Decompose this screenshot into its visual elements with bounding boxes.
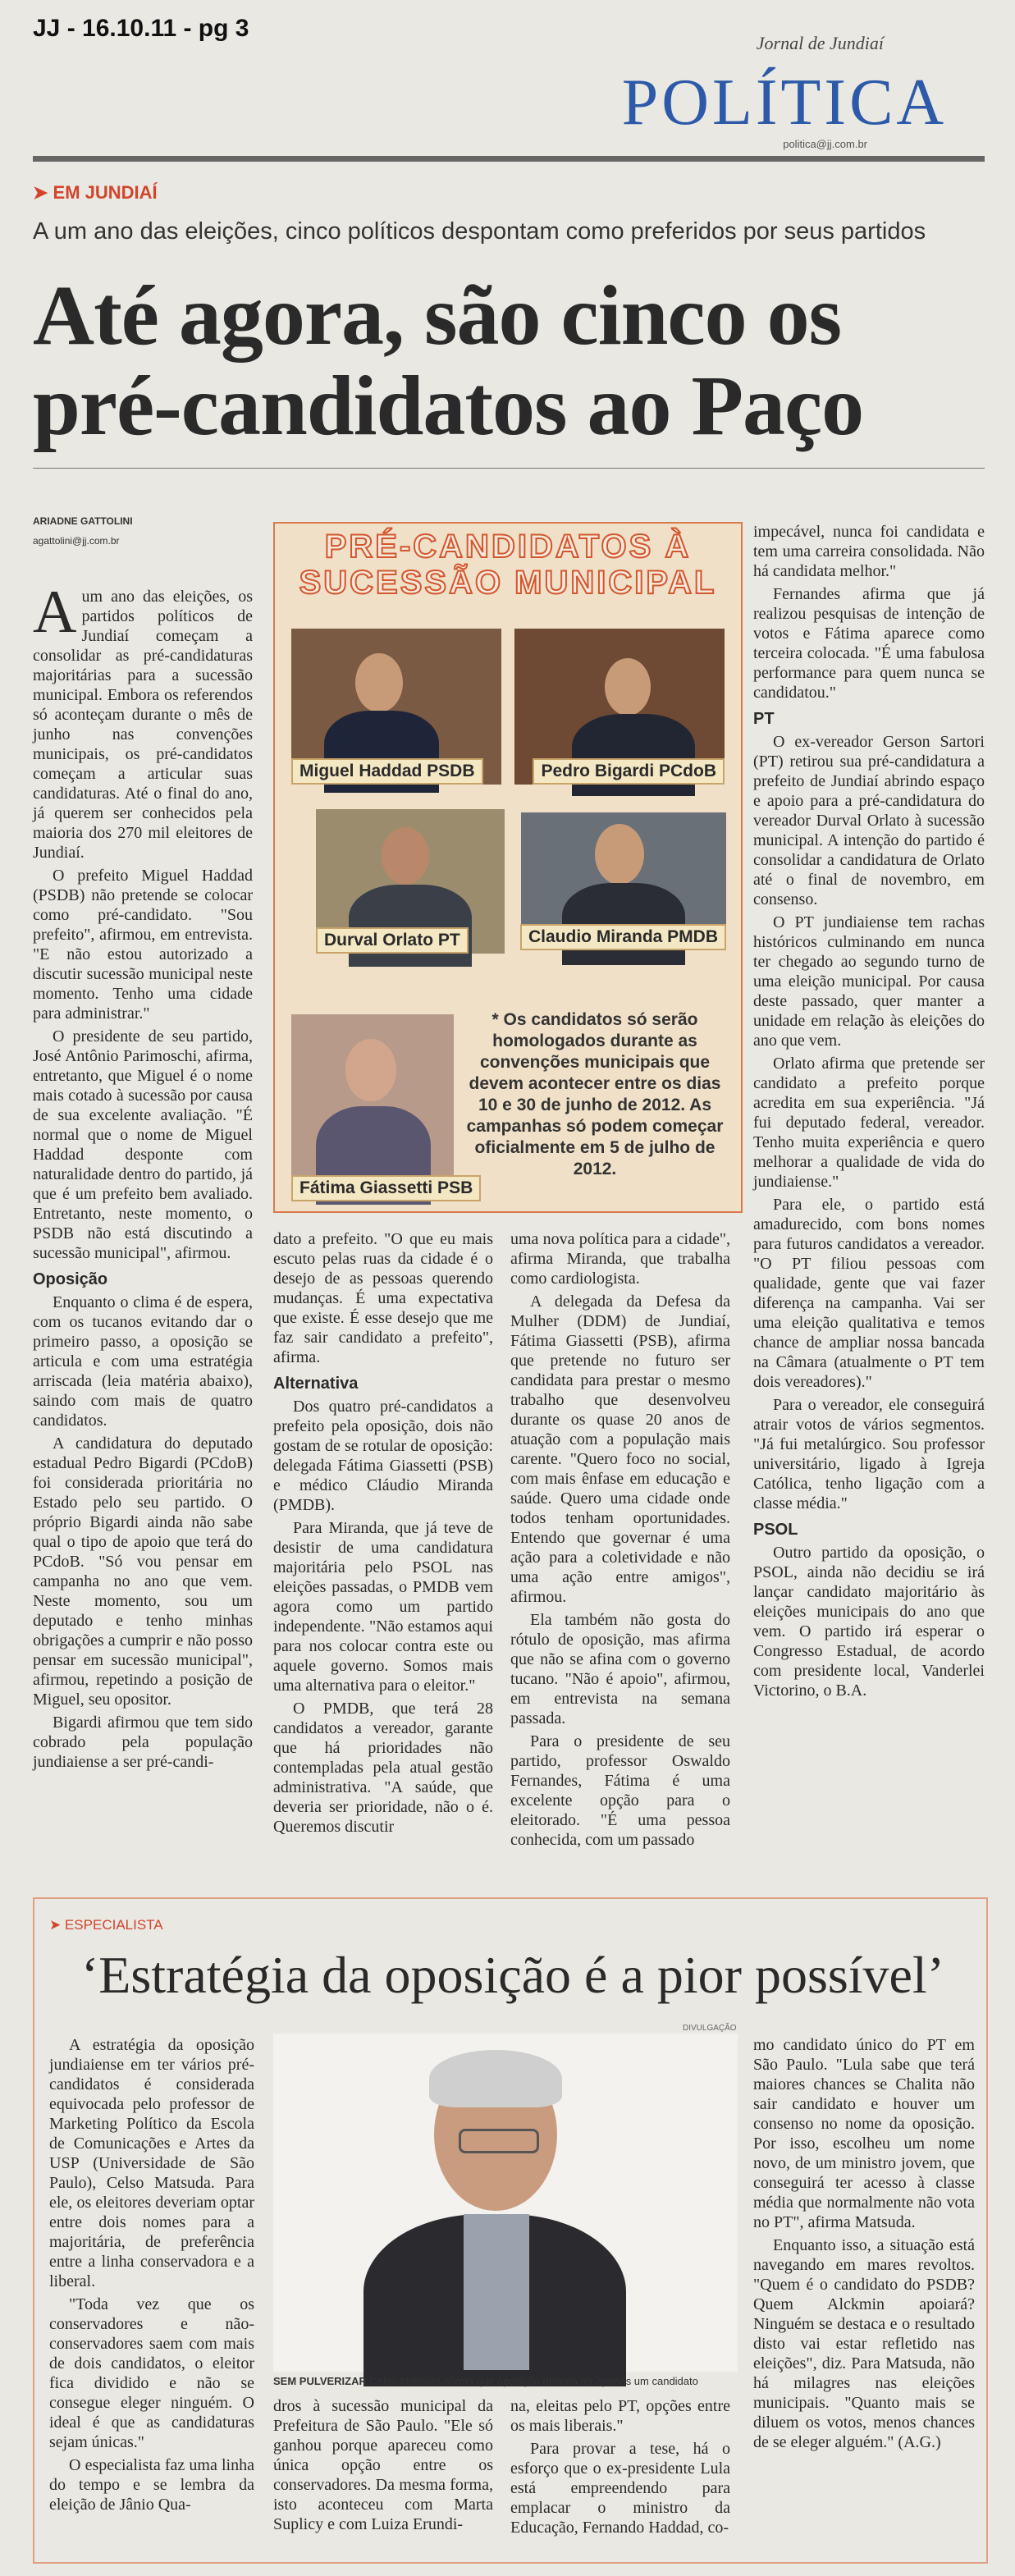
paragraph: Para o presidente de seu partido, professor Oswaldo Fernandes, Fátima é uma excelente opção para o eleitorado. "É uma pessoa conhecida, com um passado: [510, 1732, 730, 1849]
paragraph: mo candidato único do PT em São Paulo. "Lula sabe que terá maiores chances se Chalita não sair candidato e houver um consenso no nome da oposição. Por isso, escolheu um nome novo, de um ministro jovem, que conseguirá ter acesso à classe média que normalmente não vota no PT", afirma Matsuda.: [753, 2036, 975, 2231]
paragraph: Outro partido da oposição, o PSOL, ainda não decidiu se irá lançar candidato majoritário às eleições municipais do ano que vem. O partido irá esperar o Congresso Estadual, de acordo com presidente local, Vanderlei Victorino, o B.A.: [753, 1544, 985, 1700]
paragraph: A delegada da Defesa da Mulher (DDM) de Jundiaí, Fátima Giassetti (PSB), afirma que pretende no futuro ser candidata para prestar o mesmo trabalho que desenvolveu durante os quase 20 anos de atuação com a população mais carente. "Quero foco no social, com mais ênfase em educação e saúde. Quero uma cidade onde todos tenham oportunidades. Entendo que governar é uma ação para a coletividade e não uma ação entre amigos", afirmou.: [510, 1293, 730, 1606]
article-headline: [33, 268, 1001, 453]
section-email: politica@jj.com.br: [783, 138, 867, 150]
article-column-4: [753, 522, 985, 1704]
paragraph: Para provar a tese, há o esforço que o ex-presidente Lula está empreendendo para emplacar o ministro da Educação, Fernando Haddad, co-: [510, 2440, 730, 2537]
box-note: * Os candidatos só serão homologados durante as convenções municipais que devem acontecer entre os dias 10 e 30 de junho de 2012. As campanhas só podem começar oficialmente em 5 de julho de 2012.: [466, 1010, 724, 1178]
paragraph: um ano das eleições, os partidos políticos de Jundiaí começam a consolidar as pré-candidaturas majoritárias para a sucessão municipal. Embora os referendos só aconteçam durante o mês de junho nas convenções municipais, os pré-candidatos começam a articular suas candidaturas. Até o final do ano, já querem ser conhecidos pela maioria dos 270 mil eleitores de Jundiaí.: [33, 588, 253, 862]
specialist-column-2: [273, 2396, 493, 2537]
face-shape: [605, 658, 651, 716]
paragraph: O PT jundiaiense tem rachas históricos culminando em nunca ter chegado ao segundo turno de uma eleição municipal. Por causa deste passado, quer manter a unidade em relação às eleições do ano que vem.: [753, 913, 985, 1050]
article-kicker: ➤ EM JUNDIAÍ: [33, 182, 158, 203]
shirt-shape: [349, 885, 472, 967]
article-subhead: A um ano das eleições, cinco políticos despontam como preferidos por seus partidos: [33, 218, 926, 245]
drop-cap: A: [33, 579, 77, 646]
subheading: PT: [753, 710, 775, 728]
newspaper-name: Jornal de Jundiaí: [756, 33, 884, 53]
paragraph: Enquanto isso, a situação está navegando em mares revoltos. "Quem é o candidato do PSDB? Quem Alckmin apoiará? Ninguém se destaca e o resultado disto vai estar refletido nas eleições", diz. Para Matsuda, não há milagres nas eleições municipais. "Quanto mais se diluem os votos, menos chances de se eleger alguém." (A.G.): [753, 2236, 975, 2451]
header-rule: [33, 156, 985, 162]
paragraph: Ela também não gosta do rótulo de oposição, mas afirma que não se afina com o governo tucano. "Não é apoio", afirmou, em entrevista na semana passada.: [510, 1611, 730, 1727]
paragraph: Bigardi afirmou que tem sido cobrado pela população jundiaiense a ser pré-candi-: [33, 1714, 253, 1771]
candidate-caption: Claudio Miranda PMDB: [520, 924, 726, 950]
face-shape: [382, 827, 429, 885]
box-title-line-2: SUCESSÃO MUNICIPAL: [299, 565, 717, 601]
specialist-photo: [273, 2034, 738, 2372]
photo-caption: [273, 2375, 738, 2387]
specialist-headline: ‘Estratégia da oposição é a pior possível’: [80, 1946, 945, 2004]
photo-credit: DIVULGAÇÃO: [683, 2024, 737, 2033]
byline: ARIADNE GATTOLINI: [33, 515, 133, 527]
candidate-photo: [316, 809, 505, 954]
paragraph: Para Miranda, que já teve de desistir de uma candidatura majoritária pelo PSOL nas eleições passadas, o PMDB vem agora como um partido independente. "Não estamos aqui para nos colocar contra este ou aquele governo. Somos mais uma alternativa para o eleitor.": [273, 1519, 493, 1695]
headline-line-1: Até agora, são cinco os: [33, 268, 842, 363]
face-shape: [355, 653, 403, 712]
box-title: [283, 528, 733, 601]
article-column-1: [33, 579, 253, 1775]
candidate-caption: Durval Orlato PT: [316, 927, 469, 954]
paragraph: dato a prefeito. "O que eu mais escuto pelas ruas da cidade é o desejo de as pessoas querendo mudanças. É uma expectativa que existe. É esse desejo que me faz sair candidato a prefeito", afirma.: [273, 1230, 493, 1366]
hair-shape: [429, 2050, 562, 2107]
paragraph: dros à sucessão municipal da Prefeitura de São Paulo. "Ele só ganhou porque apareceu como única opção entre os conservadores. Da mesma forma, isto aconteceu com Marta Suplicy e com Luiza Erundi-: [273, 2397, 493, 2533]
candidate-caption: Miguel Haddad PSDB: [291, 758, 483, 785]
paragraph: impecável, nunca foi candidata e tem uma carreira consolidada. Não há candidata melhor.": [753, 523, 985, 580]
subheading: Oposição: [33, 1270, 108, 1288]
face-shape: [595, 824, 644, 885]
candidate-photo: [521, 812, 726, 950]
caption-label: SEM PULVERIZAR: [273, 2375, 367, 2387]
paragraph: Orlato afirma que pretende ser candidato a prefeito porque acredita em sua experiência. "Já fui deputado federal, vereador. Tenho muita experiência e quero melhorar a qualidade de vida do jundiaiense.": [753, 1055, 985, 1191]
shirt-shape: [464, 2214, 529, 2370]
article-column-2: [273, 1229, 493, 1840]
headline-rule: [33, 468, 985, 469]
paragraph: Para ele, o partido está amadurecido, com bons nomes para futuros candidatos a vereador. "O PT filiou pessoas com qualidade, gente que vai fazer diferença na campanha. Vai ser uma eleição qualitativa e temos chance de ampliar nossa bancada na Câmara (atualmente o PT tem dois vereadores).": [753, 1196, 985, 1391]
candidate-photo: [291, 629, 501, 785]
byline-email: agattolini@jj.com.br: [33, 535, 120, 547]
specialist-kicker: ➤ ESPECIALISTA: [49, 1917, 163, 1933]
candidate-photo: [291, 1014, 473, 1201]
candidate-photo: [514, 629, 725, 785]
paragraph: O prefeito Miguel Haddad (PSDB) não pretende se colocar como pré-candidato. "Sou prefeito", afirmou, em entrevista. "E não estou autorizado a discutir sucessão municipal neste momento. Tenho uma cidade para administrar.": [33, 867, 253, 1023]
clipping-reference: JJ - 16.10.11 - pg 3: [33, 15, 249, 42]
paragraph: Enquanto o clima é de espera, com os tucanos evitando dar o primeiro passo, a oposição se articula e com uma estratégia arriscada (leia matéria abaixo), saindo com mais de quatro candidatos.: [33, 1293, 253, 1430]
candidate-caption: Fátima Giassetti PSB: [291, 1175, 481, 1201]
specialist-column-1: [49, 2035, 254, 2518]
caption-text: Celso Matsuda afirma que oposição deveria ter apenas um candidato: [369, 2375, 698, 2387]
specialist-column-4: [753, 2035, 975, 2455]
paragraph: uma nova política para a cidade", afirma Miranda, que trabalha como cardiologista.: [510, 1230, 730, 1288]
paragraph: "Toda vez que os conservadores e não-conservadores saem com mais de dois candidatos, o eleitor fica dividido e não se consegue eleger ninguém. O ideal é que as candidaturas sejam únicas.": [49, 2295, 254, 2451]
paragraph: O especialista faz uma linha do tempo e se lembra da eleição de Jânio Qua-: [49, 2456, 254, 2514]
subheading: Alternativa: [273, 1375, 359, 1393]
face-shape: [345, 1039, 396, 1101]
paragraph: A candidatura do deputado estadual Pedro Bigardi (PCdoB) foi considerada prioritária no Estado pelo seu partido. O próprio Bigardi ainda não sabe qual o tipo de apoio que terá do PCdoB. "Só vou pensar em campanha no ano que vem. Neste momento, sou um deputado e tenho minhas obrigações a cumprir e não posso pensar em sucessão municipal", afirmou, repetindo a posição de Miguel, seu opositor.: [33, 1434, 253, 1709]
candidate-caption: Pedro Bigardi PCdoB: [533, 758, 725, 785]
section-title: POLÍTICA: [621, 66, 948, 139]
glasses-shape: [459, 2129, 539, 2153]
paragraph: O PMDB, que terá 28 candidatos a vereador, garante que há prioridades não contempladas pela atual gestão administrativa. "A saúde, que deveria ser prioridade, não o é. Queremos discutir: [273, 1700, 493, 1836]
paragraph: na, eleitas pelo PT, opções entre os mais liberais.": [510, 2397, 730, 2435]
article-column-3: [510, 1229, 730, 1853]
specialist-column-3: [510, 2396, 730, 2541]
box-title-line-1: PRÉ-CANDIDATOS À: [324, 528, 692, 565]
paragraph: O presidente de seu partido, José Antônio Parimoschi, afirma, entretanto, que Miguel é o nome mais cotado à sucessão por causa de sua excelente avaliação. "É normal que o nome de Miguel Haddad desponte com naturalidade dentro do partido, já que é um prefeito bem avaliado. Entretanto, neste momento, o PSDB não está discutindo a sucessão municipal", afirmou.: [33, 1027, 253, 1262]
headline-line-2: pré-candidatos ao Paço: [33, 359, 864, 453]
paragraph: A estratégia da oposição jundiaiense em ter vários pré-candidatos é considerada equivocada pelo professor de Marketing Político da Escola de Comunicações e Artes da USP (Universidade de São Paulo), Celso Matsuda. Para ele, os eleitores deveriam optar entre dois nomes para a majoritária, de preferência entre a linha conservadora e a liberal.: [49, 2036, 254, 2290]
paragraph: Dos quatro pré-candidatos a prefeito pela oposição, dois não gostam de se rotular de oposição: delegada Fátima Giassetti (PSB) e médico Cláudio Miranda (PMDB).: [273, 1398, 493, 1514]
paragraph: Fernandes afirma que já realizou pesquisas de intenção de votos e Fátima aparece como terceira colocada. "É uma fabulosa performance para quem nunca se candidatou.": [753, 585, 985, 702]
paragraph: Para o vereador, ele conseguirá atrair votos de vários segmentos. "Já fui metalúrgico. Sou professor universitário, ligado à Igreja Católica, tenho ligação com a classe média.": [753, 1396, 985, 1512]
paragraph: O ex-vereador Gerson Sartori (PT) retirou sua pré-candidatura a prefeito de Jundiaí abrindo espaço e apoio para a pré-candidatura do vereador Durval Orlato à sucessão municipal. A intenção do partido é consolidar a candidatura de Orlato até o final de novembro, em consenso.: [753, 733, 985, 908]
subheading: PSOL: [753, 1521, 798, 1539]
candidates-box: [273, 522, 743, 1213]
